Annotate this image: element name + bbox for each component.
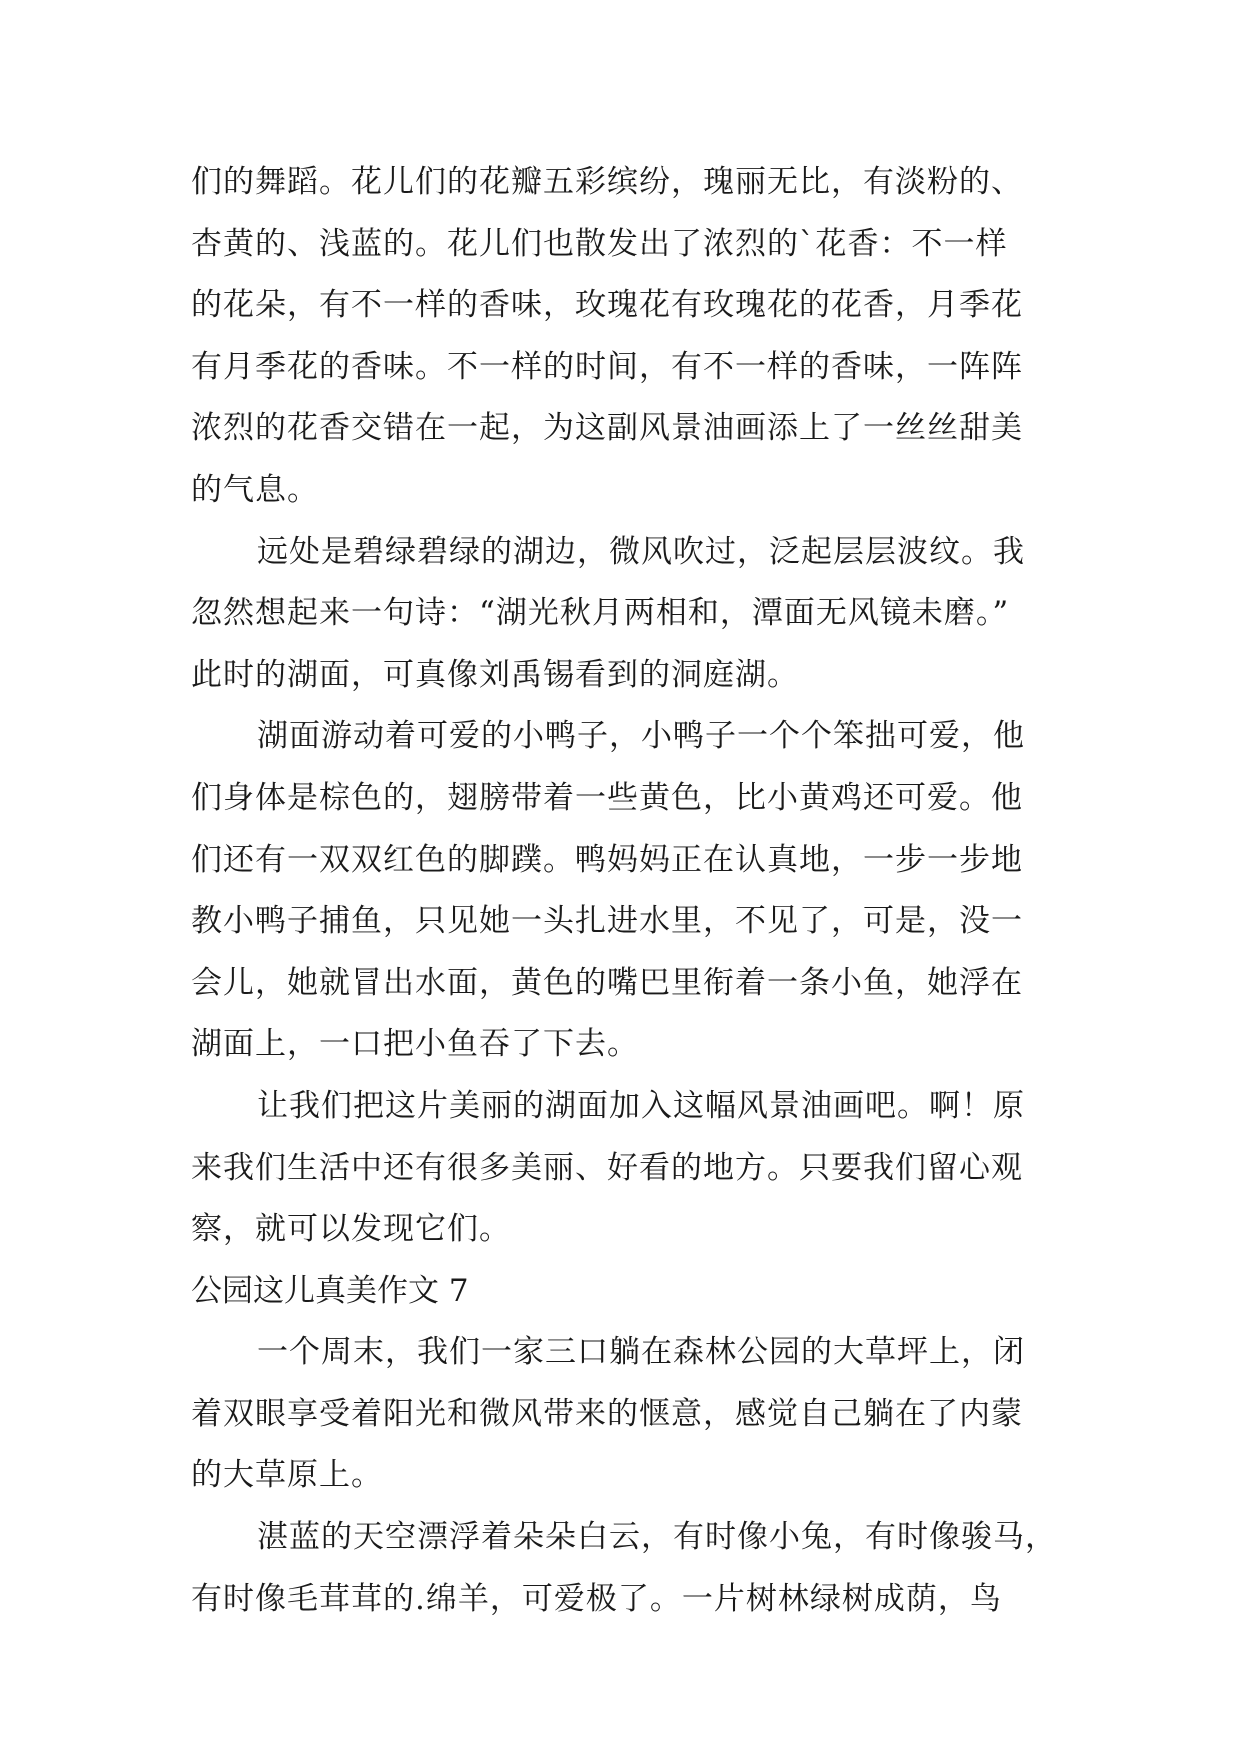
text-line: 们身体是棕色的，翅膀带着一些黄色，比小黄鸡还可爱。他: [191, 779, 1023, 816]
text-line: 湖面上，一口把小鱼吞了下去。: [191, 1026, 639, 1063]
text-line: 忽然想起来一句诗：“湖光秋月两相和，潭面无风镜未磨。”: [191, 595, 1010, 632]
text-line: 察，就可以发现它们。: [191, 1211, 511, 1248]
text-line: 来我们生活中还有很多美丽、好看的地方。只要我们留心观: [191, 1149, 1023, 1186]
text-line: 的大草原上。: [191, 1457, 383, 1494]
text-line: 有时像毛茸茸的.绵羊，可爱极了。一片树林绿树成荫，鸟: [191, 1580, 1002, 1617]
paragraph-start-line: 远处是碧绿碧绿的湖边，微风吹过，泛起层层波纹。我: [257, 533, 1025, 570]
text-line: 会儿，她就冒出水面，黄色的嘴巴里衔着一条小鱼，她浮在: [191, 964, 1023, 1001]
text-line: 有月季花的香味。不一样的时间，有不一样的香味，一阵阵: [191, 348, 1023, 385]
text-line: 此时的湖面，可真像刘禹锡看到的洞庭湖。: [191, 656, 799, 693]
document-body: [191, 152, 1057, 1630]
paragraph-start-line: 一个周末，我们一家三口躺在森林公园的大草坪上，闭: [257, 1334, 1025, 1371]
text-line: 们的舞蹈。花儿们的花瓣五彩缤纷，瑰丽无比，有淡粉的、: [191, 164, 1023, 200]
text-line: 教小鸭子捕鱼，只见她一头扎进水里，不见了，可是，没一: [191, 903, 1023, 940]
paragraph-start-line: 让我们把这片美丽的湖面加入这幅风景油画吧。啊！原: [257, 1087, 1025, 1124]
text-line: 们还有一双双红色的脚蹼。鸭妈妈正在认真地，一步一步地: [191, 841, 1023, 878]
paragraph-start-line: 湖面游动着可爱的小鸭子，小鸭子一个个笨拙可爱，他: [257, 718, 1025, 755]
text-line: 着双眼享受着阳光和微风带来的惬意，感觉自己躺在了内蒙: [191, 1395, 1023, 1432]
paragraph-start-line: 湛蓝的天空漂浮着朵朵白云，有时像小兔，有时像骏马，: [257, 1519, 1057, 1556]
section-heading: 公园这儿真美作文 7: [191, 1272, 469, 1309]
text-line: 杏黄的、浅蓝的。花儿们也散发出了浓烈的`花香：不一样: [191, 225, 1008, 262]
text-line: 浓烈的花香交错在一起，为这副风景油画添上了一丝丝甜美: [191, 410, 1023, 447]
text-line: 的气息。: [191, 471, 319, 508]
text-line: 的花朵，有不一样的香味，玫瑰花有玫瑰花的花香，月季花: [191, 287, 1023, 324]
